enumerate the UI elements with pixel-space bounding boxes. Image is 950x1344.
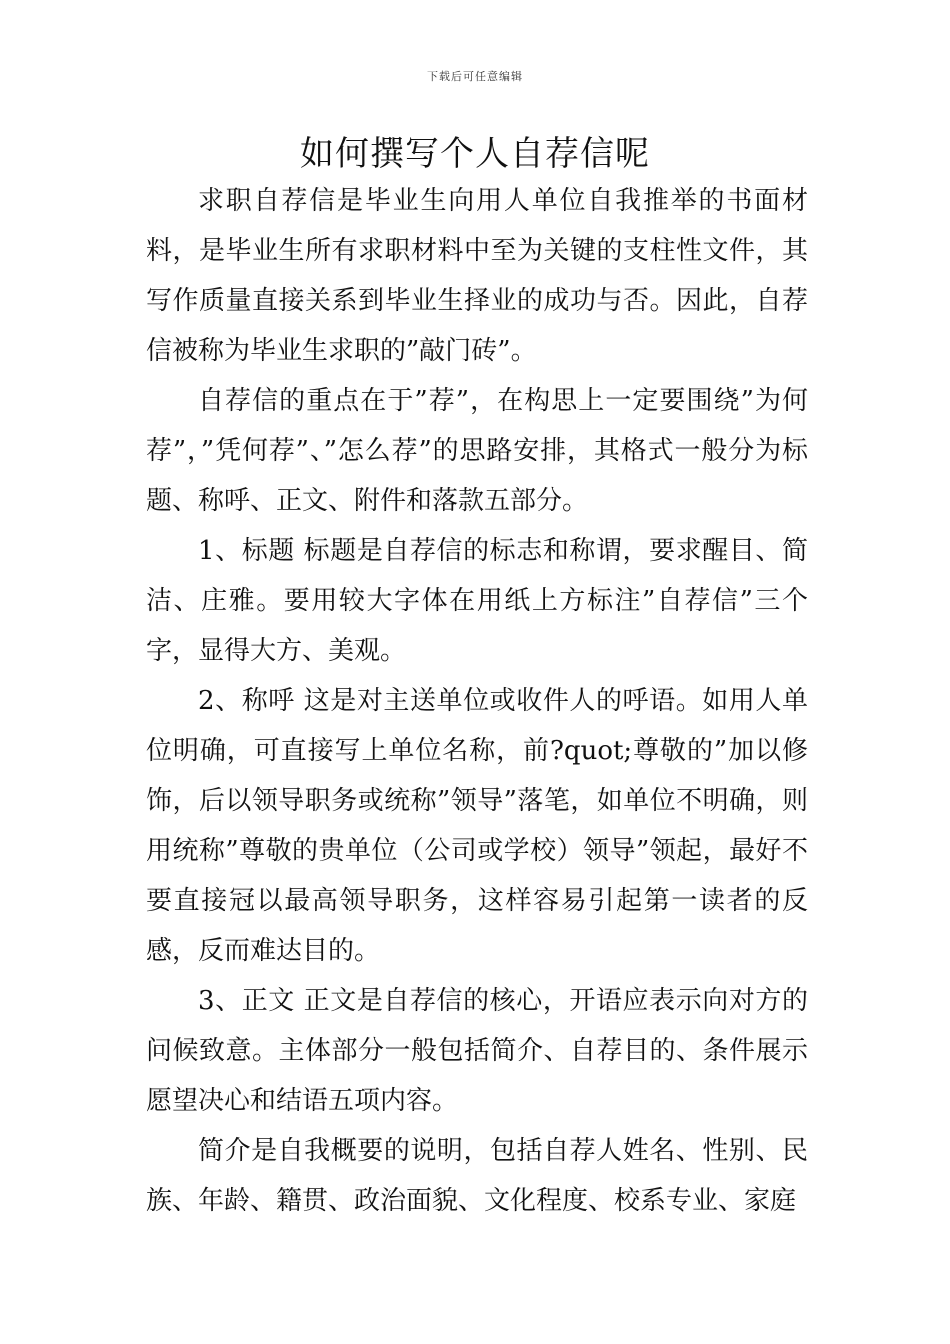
paragraph-section-body: 3、正文 正文是自荐信的核心，开语应表示向对方的问候致意。主体部分一般包括简介、自荐目的、条件展示愿望决心和结语五项内容。 [146,986,808,1116]
paragraph-focus: 自荐信的重点在于”荐”，在构思上一定要围绕”为何荐”，”凭何荐”、”怎么荐”的思路安排，其格式一般分为标题、称呼、正文、附件和落款五部分。 [146,386,808,516]
paragraph-intro: 求职自荐信是毕业生向用人单位自我推举的书面材料，是毕业生所有求职材料中至为关键的支柱性文件，其写作质量直接关系到毕业生择业的成功与否。因此，自荐信被称为毕业生求职的”敲门砖”。 [146,186,808,366]
paragraph-section-title: 1、标题 标题是自荐信的标志和称谓，要求醒目、简洁、庄雅。要用较大字体在用纸上方标注”自荐信”三个字，显得大方、美观。 [146,536,808,666]
header-note: 下载后可任意编辑 [427,70,523,83]
paragraph-introduction-detail: 简介是自我概要的说明，包括自荐人姓名、性别、民族、年龄、籍贯、政治面貌、文化程度、校系专业、家庭 [146,1136,808,1216]
document-title: 如何撰写个人自荐信呢 [300,134,650,174]
paragraph-section-salutation: 2、称呼 这是对主送单位或收件人的呼语。如用人单位明确，可直接写上单位名称，前?quot;尊敬的”加以修饰，后以领导职务或统称”领导”落笔，如单位不明确，则用统称”尊敬的贵单位（公司或学校）领导”领起，最好不要直接冠以最高领导职务，这样容易引起第一读者的反感，反而难达目的。 [146,686,808,966]
document-body [146,176,808,1226]
